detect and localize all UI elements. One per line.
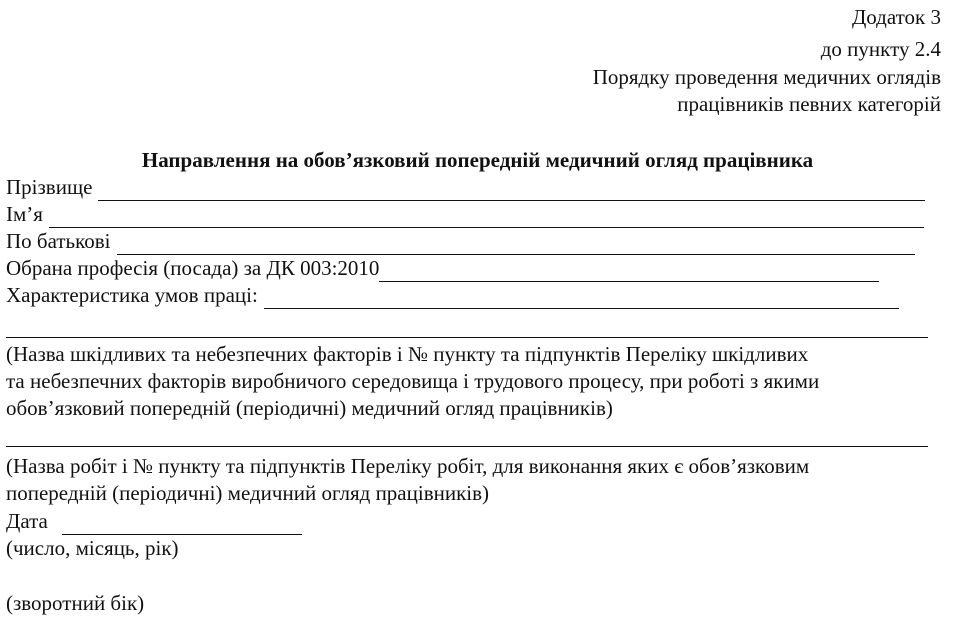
field-patronymic [6, 228, 915, 255]
appendix-order-subtitle: працівників певних категорій [677, 92, 941, 116]
factors-note-line-3: обов’язковий попередній (періодичні) медичний огляд працівників) [6, 396, 613, 420]
surname-input-line[interactable] [98, 180, 925, 201]
field-first-name-label: Ім’я [6, 202, 43, 226]
field-profession [6, 255, 879, 282]
reverse-side-label: (зворотний бік) [6, 591, 145, 615]
works-input-line[interactable] [6, 446, 928, 447]
date-hint: (число, місяць, рік) [6, 536, 179, 560]
profession-input-line[interactable] [379, 261, 879, 282]
field-surname [6, 174, 925, 201]
patronymic-input-line[interactable] [117, 234, 915, 255]
factors-note-line-2: та небезпечних факторів виробничого середовища і трудового процесу, при роботі з якими [6, 369, 820, 393]
date-input-line[interactable] [62, 514, 302, 535]
works-note-line-2: попередній (періодичні) медичний огляд працівників) [6, 481, 490, 505]
field-surname-label: Прізвище [6, 175, 93, 199]
document-title: Направлення на обов’язковий попередній медичний огляд працівника [141, 148, 814, 172]
field-date [6, 508, 302, 535]
first-name-input-line[interactable] [49, 207, 924, 228]
field-patronymic-label: По батькові [6, 229, 111, 253]
works-note-line-1: (Назва робіт і № пункту та підпунктів Переліку робіт, для виконання яких є обов’язковим [6, 454, 810, 478]
field-profession-label: Обрана професія (посада) за ДК 003:2010 [6, 256, 380, 280]
field-date-label: Дата [6, 509, 48, 533]
field-work-conditions-label: Характеристика умов праці: [6, 283, 258, 307]
appendix-order-title: Порядку проведення медичних оглядів [592, 65, 941, 89]
factors-input-line[interactable] [6, 337, 928, 338]
appendix-clause: до пункту 2.4 [820, 37, 941, 61]
field-first-name [6, 201, 924, 228]
factors-note-line-1: (Назва шкідливих та небезпечних факторів і № пункту та підпунктів Переліку шкідливих [6, 342, 809, 366]
work-conditions-input-line[interactable] [264, 288, 899, 309]
appendix-number: Додаток 3 [851, 5, 941, 29]
field-work-conditions [6, 282, 899, 309]
